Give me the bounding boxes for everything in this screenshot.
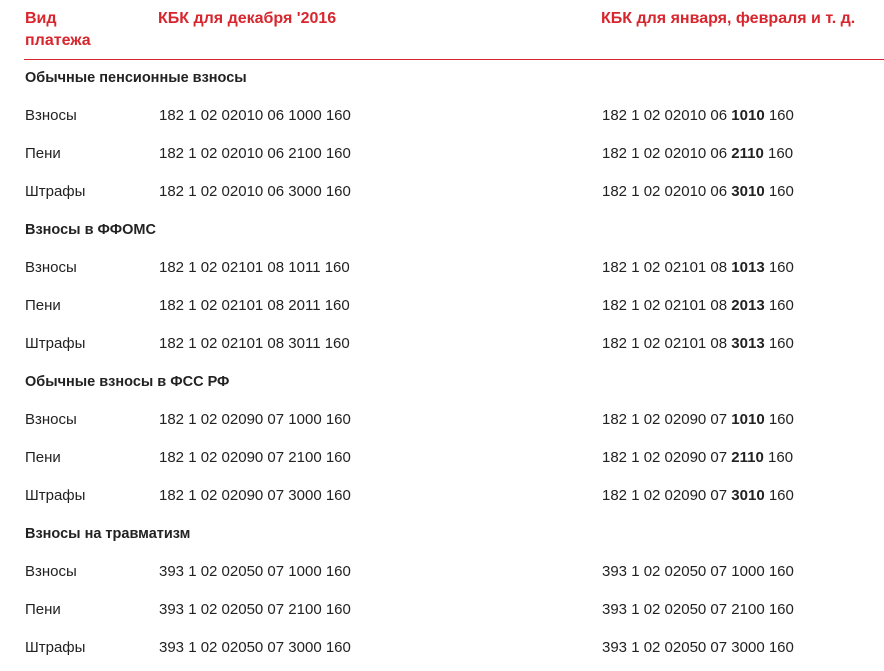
january-kbk-prefix: 182 1 02 02010 06	[602, 183, 732, 200]
december-kbk-cell: 393 1 02 02050 07 3000 160	[159, 639, 351, 656]
december-kbk-cell: 393 1 02 02050 07 1000 160	[159, 563, 351, 580]
header-divider	[24, 59, 884, 60]
payment-type-cell: Взносы	[25, 411, 77, 428]
january-kbk-cell	[602, 638, 794, 658]
payment-type-cell: Взносы	[25, 107, 77, 124]
section-title: Обычные взносы в ФСС РФ	[25, 374, 230, 390]
january-kbk-prefix: 182 1 02 02010 06	[602, 107, 732, 124]
december-kbk-cell: 182 1 02 02010 06 3000 160	[159, 183, 351, 200]
january-kbk-prefix: 182 1 02 02101 08	[602, 335, 732, 352]
january-kbk-changed-part: 2013	[731, 297, 765, 314]
january-kbk-cell	[602, 562, 794, 582]
december-kbk-cell: 182 1 02 02090 07 3000 160	[159, 487, 351, 504]
january-kbk-changed-part: 3010	[731, 487, 765, 504]
january-kbk-cell	[602, 486, 794, 506]
january-kbk-cell	[602, 448, 793, 468]
december-kbk-cell: 182 1 02 02010 06 2100 160	[159, 145, 351, 162]
january-kbk-changed-part: 3013	[731, 335, 765, 352]
january-kbk-cell	[602, 144, 793, 164]
january-kbk-suffix: 160	[763, 449, 794, 466]
january-kbk-suffix: 160	[763, 145, 794, 162]
header-january-kbk: КБК для января, февраля и т. д.	[601, 10, 856, 27]
january-kbk-prefix: 182 1 02 02090 07	[602, 411, 732, 428]
january-kbk-prefix: 393 1 02 02050 07 2100 160	[602, 601, 794, 618]
january-kbk-cell	[602, 106, 794, 126]
payment-type-cell: Взносы	[25, 563, 77, 580]
january-kbk-suffix: 160	[764, 297, 794, 314]
january-kbk-suffix: 160	[764, 335, 794, 352]
january-kbk-prefix: 393 1 02 02050 07 1000 160	[602, 563, 794, 580]
header-payment-type: Вид платежа	[25, 10, 91, 49]
december-kbk-cell: 182 1 02 02090 07 1000 160	[159, 411, 351, 428]
december-kbk-cell: 393 1 02 02050 07 2100 160	[159, 601, 351, 618]
january-kbk-prefix: 182 1 02 02101 08	[602, 297, 732, 314]
payment-type-cell: Взносы	[25, 259, 77, 276]
january-kbk-cell	[602, 182, 794, 202]
december-kbk-cell: 182 1 02 02101 08 1011 160	[159, 259, 350, 276]
january-kbk-changed-part: 1010	[731, 107, 765, 124]
january-kbk-suffix: 160	[764, 183, 794, 200]
section-title: Обычные пенсионные взносы	[25, 70, 247, 86]
january-kbk-changed-part: 1013	[731, 259, 765, 276]
january-kbk-cell	[602, 296, 794, 316]
payment-type-cell: Пени	[25, 297, 61, 314]
january-kbk-changed-part: 2110	[731, 449, 764, 466]
header-december-kbk: КБК для декабря '2016	[158, 10, 337, 27]
january-kbk-prefix: 182 1 02 02090 07	[602, 487, 732, 504]
january-kbk-changed-part: 1010	[731, 411, 765, 428]
section-title: Взносы на травматизм	[25, 526, 191, 542]
december-kbk-cell: 182 1 02 02101 08 3011 160	[159, 335, 350, 352]
december-kbk-cell: 182 1 02 02101 08 2011 160	[159, 297, 350, 314]
january-kbk-changed-part: 2110	[731, 145, 764, 162]
payment-type-cell: Штрафы	[25, 335, 86, 352]
january-kbk-suffix: 160	[764, 259, 794, 276]
section-title: Взносы в ФФОМС	[25, 222, 156, 238]
january-kbk-cell	[602, 410, 794, 430]
january-kbk-changed-part: 3010	[731, 183, 765, 200]
december-kbk-cell: 182 1 02 02090 07 2100 160	[159, 449, 351, 466]
payment-type-cell: Штрафы	[25, 487, 86, 504]
december-kbk-cell: 182 1 02 02010 06 1000 160	[159, 107, 351, 124]
january-kbk-suffix: 160	[764, 487, 794, 504]
january-kbk-prefix: 182 1 02 02090 07	[602, 449, 732, 466]
january-kbk-prefix: 182 1 02 02101 08	[602, 259, 732, 276]
payment-type-cell: Пени	[25, 449, 61, 466]
payment-type-cell: Пени	[25, 145, 61, 162]
payment-type-cell: Пени	[25, 601, 61, 618]
payment-type-cell: Штрафы	[25, 639, 86, 656]
january-kbk-prefix: 393 1 02 02050 07 3000 160	[602, 639, 794, 656]
january-kbk-cell	[602, 258, 794, 278]
january-kbk-suffix: 160	[764, 411, 794, 428]
january-kbk-suffix: 160	[764, 107, 794, 124]
january-kbk-prefix: 182 1 02 02010 06	[602, 145, 732, 162]
january-kbk-cell	[602, 600, 794, 620]
payment-type-cell: Штрафы	[25, 183, 86, 200]
january-kbk-cell	[602, 334, 794, 354]
